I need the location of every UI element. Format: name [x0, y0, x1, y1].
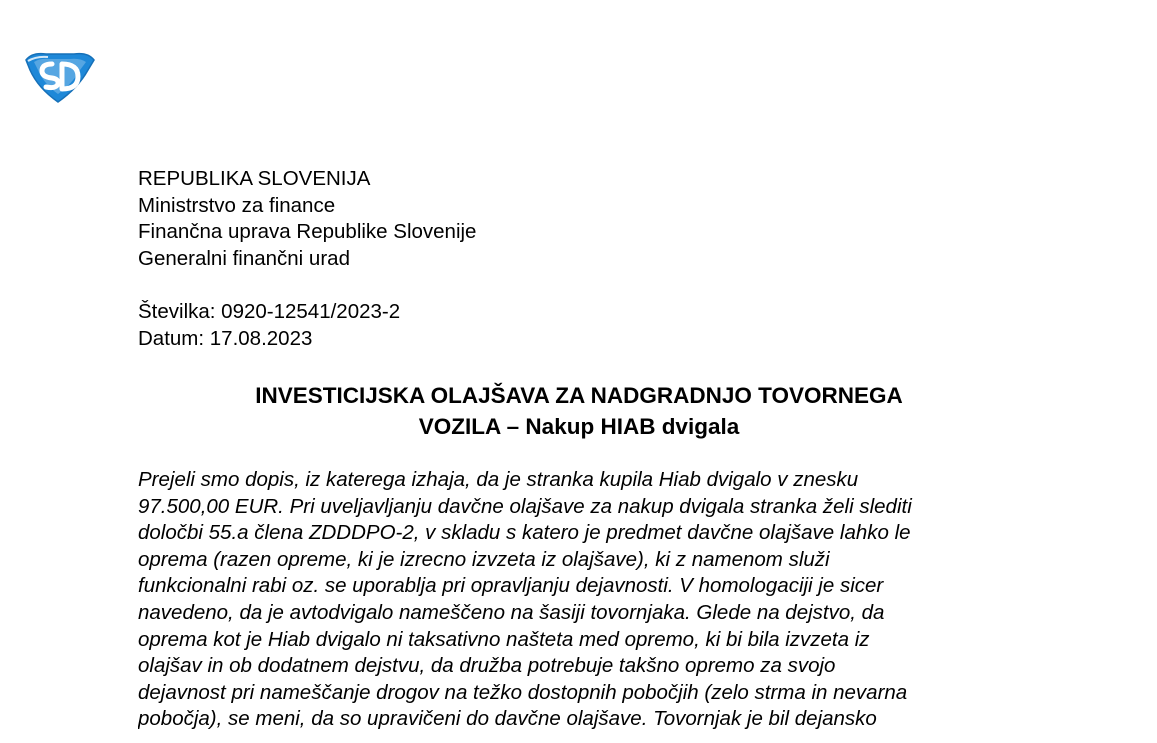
document-title [138, 380, 1020, 442]
body-line: oprema (razen opreme, ki je izrecno izvzeta iz olajšave), ki z namenom služi [138, 547, 830, 571]
body-line: Prejeli smo dopis, iz katerega izhaja, da je stranka kupila Hiab dvigalo v znesku [138, 468, 859, 491]
issuer-header [138, 166, 476, 272]
body-line: olajšav in ob dodatnem dejstvu, da družba potrebuje takšno opremo za svojo [138, 654, 836, 678]
document-references [138, 299, 400, 352]
title-line-2: VOZILA – Nakup HIAB dvigala [418, 414, 740, 439]
body-line: določbi 55.a člena ZDDDPO-2, v skladu s katero je predmet davčne olajšave lahko le [138, 521, 911, 545]
document-date: Datum: 17.08.2023 [138, 326, 313, 350]
republic-of-slovenia-coat-of-arms-icon [22, 50, 96, 104]
coat-of-arms-logo [22, 50, 96, 104]
header-line-administration: Finančna uprava Republike Slovenije [138, 220, 477, 244]
body-line: funkcionalni rabi oz. se uporablja pri opravljanju dejavnosti. V homologaciji je sicer [138, 574, 884, 598]
body-line: dejavnost pri nameščanje drogov na težko dostopnih pobočjih (zelo strma in nevarna [138, 680, 908, 704]
header-line-ministry: Ministrstvo za finance [138, 193, 336, 217]
body-line: oprema kot je Hiab dvigalo ni taksativno našteta med opremo, ki bi bila izvzeta iz [138, 627, 870, 651]
document-number: Številka: 0920-12541/2023-2 [138, 300, 401, 323]
header-line-republic: REPUBLIKA SLOVENIJA [138, 167, 371, 190]
title-line-1: INVESTICIJSKA OLAJŠAVA ZA NADGRADNJO TOVORNEGA [255, 383, 903, 408]
body-paragraph [138, 467, 1020, 733]
body-line: 97.500,00 EUR. Pri uveljavljanju davčne olajšave za nakup dvigala stranka želi slediti [138, 494, 912, 518]
body-line: navedeno, da je avtodvigalo nameščeno na šasiji tovornjaka. Glede na dejstvo, da [138, 600, 885, 624]
body-line: pobočja), se meni, da so upravičeni do davčne olajšave. Tovornjak je bil dejansko [138, 707, 877, 731]
header-line-office: Generalni finančni urad [138, 246, 350, 270]
